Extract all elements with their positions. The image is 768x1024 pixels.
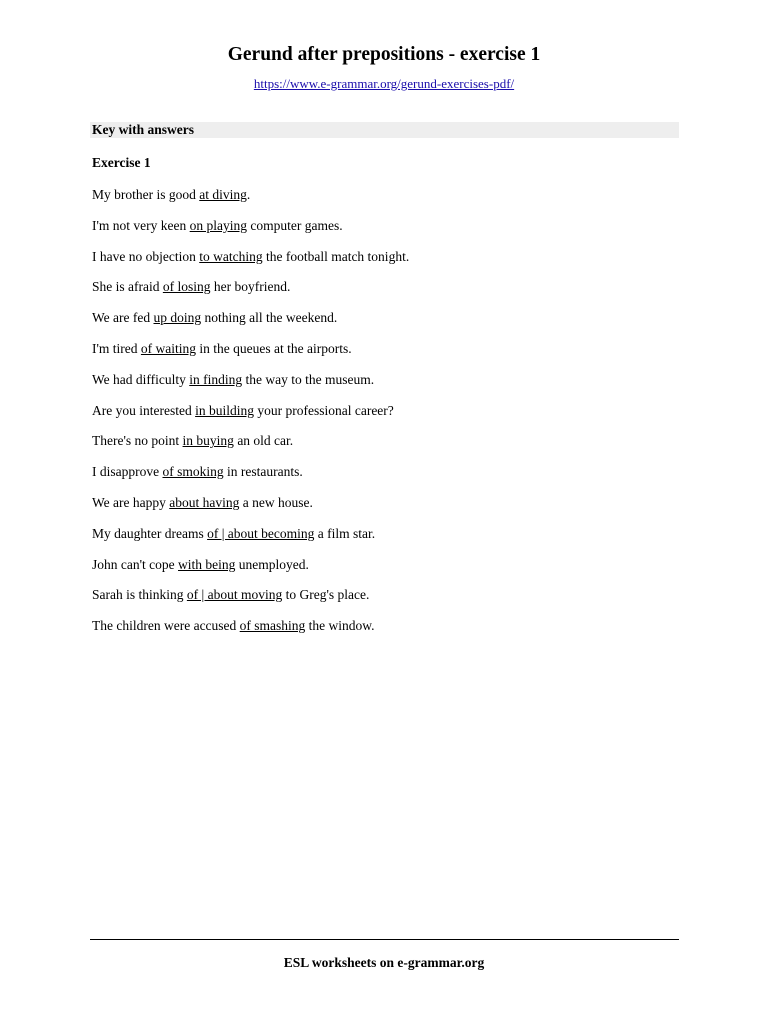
- sentence-suffix: to Greg's place.: [282, 587, 370, 603]
- answer-phrase: of | about becoming: [207, 525, 315, 541]
- sentence-prefix: I have no objection: [92, 248, 200, 264]
- answer-phrase: with being: [178, 556, 236, 572]
- answer-sentence-5: [92, 309, 672, 340]
- sentence-prefix: I'm not very keen: [92, 217, 190, 233]
- answer-phrase: about having: [169, 494, 240, 510]
- key-section-bar: [90, 122, 679, 138]
- answer-phrase: to watching: [199, 248, 263, 264]
- answer-phrase: up doing: [153, 310, 202, 326]
- answer-sentence-8: [92, 402, 672, 433]
- sentence-prefix: There's no point: [92, 433, 183, 449]
- sentence-suffix: in the queues at the airports.: [196, 340, 352, 356]
- answer-phrase: at diving: [199, 187, 247, 202]
- sentence-suffix: nothing all the weekend.: [201, 310, 338, 326]
- answer-phrase: on playing: [189, 217, 248, 233]
- answer-sentence-7: [92, 371, 672, 402]
- answer-sentence-15: [92, 617, 672, 648]
- answer-phrase: in buying: [182, 433, 234, 449]
- answer-sentence-14: [92, 586, 672, 617]
- source-url-link[interactable]: https://www.e-grammar.org/gerund-exercises-pdf/: [253, 76, 515, 91]
- sentence-suffix: the way to the museum.: [242, 371, 375, 387]
- sentence-suffix: in restaurants.: [223, 464, 303, 480]
- answer-list: [92, 186, 672, 648]
- answer-sentence-11: [92, 494, 672, 525]
- footer-divider: [90, 939, 679, 940]
- answer-phrase: of smashing: [239, 618, 306, 634]
- sentence-prefix: Are you interested: [92, 402, 196, 418]
- sentence-suffix: a new house.: [239, 494, 313, 510]
- answer-sentence-9: [92, 432, 672, 463]
- answer-phrase: of smoking: [162, 464, 224, 480]
- answer-sentence-4: [92, 278, 672, 309]
- page-title: Gerund after prepositions - exercise 1: [227, 44, 541, 65]
- sentence-prefix: We are happy: [92, 494, 170, 510]
- answer-phrase: of | about moving: [186, 587, 283, 603]
- sentence-suffix: her boyfriend.: [210, 279, 291, 295]
- footer-text: ESL worksheets on e-grammar.org: [283, 955, 485, 970]
- exercise-heading: Exercise 1: [92, 155, 151, 170]
- answer-sentence-12: [92, 525, 672, 556]
- sentence-prefix: I'm tired: [92, 340, 141, 356]
- answer-phrase: of waiting: [140, 340, 197, 356]
- answer-sentence-13: [92, 556, 672, 587]
- sentence-prefix: We had difficulty: [92, 371, 190, 387]
- answer-sentence-10: [92, 463, 672, 494]
- sentence-prefix: My daughter dreams: [92, 525, 208, 541]
- answer-sentence-3: [92, 248, 672, 279]
- sentence-prefix: John can't cope: [92, 556, 179, 572]
- answer-sentence-1: [92, 186, 672, 217]
- answer-phrase: of losing: [162, 279, 211, 295]
- sentence-suffix: computer games.: [247, 217, 343, 233]
- answer-phrase: in building: [195, 402, 254, 418]
- sentence-prefix: Sarah is thinking: [92, 587, 187, 603]
- sentence-suffix: .: [246, 187, 251, 202]
- sentence-suffix: an old car.: [233, 433, 294, 449]
- sentence-suffix: unemployed.: [235, 556, 309, 572]
- sentence-prefix: I disapprove: [92, 464, 163, 480]
- answer-sentence-6: [92, 340, 672, 371]
- answer-phrase: in finding: [189, 371, 243, 387]
- sentence-suffix: a film star.: [314, 525, 376, 541]
- answer-sentence-2: [92, 217, 672, 248]
- sentence-prefix: We are fed: [92, 310, 154, 326]
- sentence-prefix: She is afraid: [92, 279, 163, 295]
- sentence-prefix: My brother is good: [92, 187, 200, 202]
- key-section-label: Key with answers: [92, 122, 194, 137]
- sentence-suffix: your professional career?: [253, 402, 394, 418]
- sentence-prefix: The children were accused: [92, 618, 240, 634]
- sentence-suffix: the football match tonight.: [262, 248, 410, 264]
- source-link-container: [0, 75, 768, 93]
- sentence-suffix: the window.: [305, 618, 375, 634]
